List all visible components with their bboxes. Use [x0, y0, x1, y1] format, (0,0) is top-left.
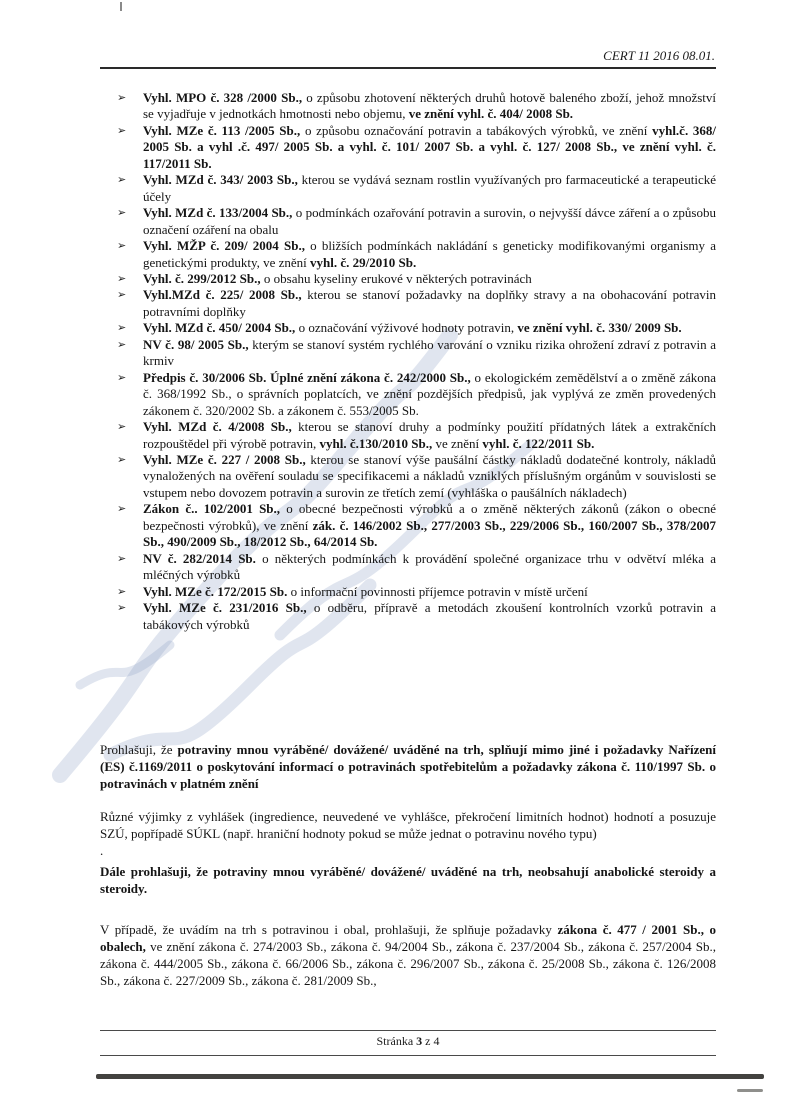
list-item — [117, 584, 716, 600]
list-item — [117, 238, 716, 271]
declaration-paragraph-packaging: V případě, že uvádím na trh s potravinou i obal, prohlašuji, že splňuje požadavky zákona č. 477 / 2001 Sb., o obalech, ve znění zákona č. 274/2003 Sb., zákona č. 94/2004 Sb., zákona č. 237/2004 Sb., zákona č. 257/2004 Sb., zákona č. 444/2005 Sb., zákona č. 66/2006 Sb., zákona č. 296/2007 Sb., zákona č. 25/2008 Sb., zákona č. 126/2008 Sb., zákona č. 227/2009 Sb., zákona č. 281/2009 Sb., — [100, 922, 716, 988]
list-item — [117, 551, 716, 584]
list-item-text: Vyhl. MZd č. 4/2008 Sb., kterou se stanoví druhy a podmínky použití přídatných látek a extrakčních rozpouštědel při výrobě potravin, vyhl. č.130/2010 Sb., ve znění vyhl. č. 122/2011 Sb. — [143, 419, 716, 451]
list-item — [117, 320, 716, 336]
arrow-bullet-icon: ➢ — [117, 551, 127, 565]
list-item-text: NV č. 282/2014 Sb. o některých podmínkách k provádění společné organizace trhu v odvětví mléka a mléčných výrobků — [143, 550, 716, 583]
list-item-text: Vyhl. MZe č. 227 / 2008 Sb., kterou se stanoví výše paušální částky nákladů dodatečné kontroly, nákladů vynaložených na ověření souladu se specifikacemi a nákladů vzniklých příslušným orgánům v souvislosti se vstupem nebo dovozem potravin a surovin ze třetích zemí (vyhláška o paušálních nákladech) — [143, 451, 716, 500]
arrow-bullet-icon: ➢ — [117, 91, 127, 104]
list-item-text: Vyhl. MZe č. 231/2016 Sb., o odběru, přípravě a metodách zkoušení kontrolních vzorků potravin a tabákových výrobků — [143, 600, 716, 632]
arrow-bullet-icon: ➢ — [117, 370, 127, 384]
footer-rule-top — [100, 1030, 716, 1031]
list-item — [117, 205, 716, 238]
arrow-bullet-icon: ➢ — [117, 206, 127, 220]
list-item — [117, 271, 716, 287]
list-item-text: Vyhl. MZd č. 343/ 2003 Sb., kterou se vydává seznam rostlin využívaných pro farmaceutické a terapeutické účely — [143, 172, 716, 204]
arrow-bullet-icon: ➢ — [117, 321, 127, 335]
paragraph-exceptions: Různé výjimky z vyhlášek (ingredience, neuvedené ve vyhlášce, překročení limitních hodnot) hodnotí a posuzuje SZÚ, popřípadě SÚKL (např. hraniční hodnoty pokud se může jednat o potravinu nového typu) — [100, 809, 716, 841]
list-item — [117, 337, 716, 370]
arrow-bullet-icon: ➢ — [117, 239, 127, 253]
list-item-text: Vyhl. č. 299/2012 Sb., o obsahu kyseliny erukové v některých potravinách — [143, 270, 532, 286]
scan-artifact-bottom-edge — [96, 1074, 764, 1079]
list-item — [117, 600, 716, 633]
stray-period: . — [100, 843, 104, 858]
regulation-list — [117, 90, 716, 633]
list-item — [117, 419, 716, 452]
list-item-text: Vyhl. MŽP č. 209/ 2004 Sb., o bližších podmínkách nakládání s geneticky modifikovanými organismy a genetickými produkty, ve znění vyhl. č. 29/2010 Sb. — [143, 238, 716, 270]
arrow-bullet-icon: ➢ — [117, 584, 127, 598]
arrow-bullet-icon: ➢ — [117, 601, 127, 615]
footer-rule-bottom — [100, 1055, 716, 1056]
arrow-bullet-icon: ➢ — [117, 502, 127, 516]
arrow-bullet-icon: ➢ — [117, 452, 127, 466]
document-header-reference: CERT 11 2016 08.01. — [603, 48, 715, 63]
page-number: Stránka 3 z 4 — [376, 1034, 440, 1048]
list-item-text: Zákon č.. 102/2001 Sb., o obecné bezpečnosti výrobků a o změně některých zákonů (zákon o obecné bezpečnosti výrobků), ve znění zák. č. 146/2002 Sb., 277/2003 Sb., 229/2006 Sb., 160/2007 Sb., 378/2007 Sb., 490/2009 Sb., 18/2012 Sb., 64/2014 Sb. — [143, 501, 716, 550]
scan-artifact-bottom-right — [737, 1089, 763, 1092]
header-rule — [100, 67, 716, 69]
list-item — [117, 172, 716, 205]
arrow-bullet-icon: ➢ — [117, 288, 127, 302]
list-item — [117, 501, 716, 550]
list-item — [117, 287, 716, 320]
list-item-text: Vyhl. MZe č. 172/2015 Sb. o informační povinnosti příjemce potravin v místě určení — [143, 583, 588, 599]
list-item — [117, 452, 716, 501]
arrow-bullet-icon: ➢ — [117, 420, 127, 434]
list-item-text: Vyhl. MZd č. 450/ 2004 Sb., o označování výživové hodnoty potravin, ve znění vyhl. č. 330/ 2009 Sb. — [143, 320, 682, 336]
list-item-text: Vyhl. MZe č. 113 /2005 Sb., o způsobu označování potravin a tabákových výrobků, ve znění vyhl.č. 368/ 2005 Sb. a vyhl .č. 497/ 2005 Sb. a vyhl. č. 101/ 2007 Sb. a vyhl. č. 127/ 2008 Sb., ve znění vyhl. č. 117/2011 Sb. — [143, 122, 716, 171]
arrow-bullet-icon: ➢ — [117, 271, 127, 285]
declaration-paragraph-steroids: Dále prohlašuji, že potraviny mnou vyráběné/ dovážené/ uváděné na trh, neobsahují anabolické steroidy a steroidy. — [100, 864, 716, 896]
list-item-text: Vyhl.MZd č. 225/ 2008 Sb., kterou se stanoví požadavky na doplňky stravy a na obohacování potravin potravními doplňky — [143, 287, 716, 319]
declaration-paragraph-food-info: Prohlašuji, že potraviny mnou vyráběné/ dovážené/ uváděné na trh, splňují mimo jiné i požadavky Nařízení (ES) č.1169/2011 o poskytování informací o potravinách spotřebitelům a požadavky zákona č. 110/1997 Sb. o potravinách v platném znění — [100, 742, 717, 791]
scan-artifact-top-tick — [120, 2, 122, 11]
arrow-bullet-icon: ➢ — [117, 337, 127, 351]
list-item-text: Vyhl. MPO č. 328 /2000 Sb., o způsobu zhotovení některých druhů hotově baleného zboží, jehož množství se vyjadřuje v jednotkách hmotnosti nebo objemu, ve znění vyhl. č. 404/ 2008 Sb. — [143, 90, 717, 122]
arrow-bullet-icon: ➢ — [117, 173, 127, 187]
list-item-text: NV č. 98/ 2005 Sb., kterým se stanoví systém rychlého varování o vzniku rizika ohrožení zdraví z potravin a krmiv — [143, 336, 716, 369]
arrow-bullet-icon: ➢ — [117, 123, 127, 137]
list-item — [117, 90, 716, 123]
list-item — [117, 370, 716, 419]
list-item — [117, 123, 716, 172]
declaration-section — [100, 741, 716, 989]
list-item-text: Předpis č. 30/2006 Sb. Úplné znění zákona č. 242/2000 Sb., o ekologickém zemědělství a o změně zákona č. 368/1992 Sb., o správních poplatcích, ve znění pozdějších předpisů, jak vyplývá ze změn provedených zákonem č. 320/2002 Sb. a zákonem č. 553/2005 Sb. — [143, 369, 716, 418]
list-item-text: Vyhl. MZd č. 133/2004 Sb., o podmínkách ozařování potravin a surovin, o nejvyšší dávce záření a o způsobu označení ozáření na obalu — [143, 205, 716, 237]
